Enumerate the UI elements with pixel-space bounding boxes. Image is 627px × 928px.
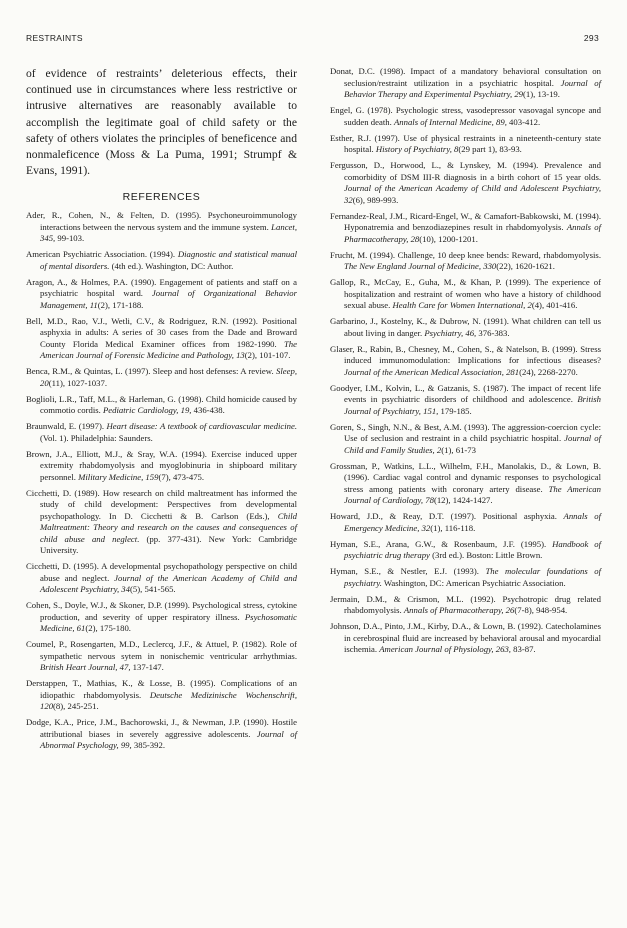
reference-entry (26, 394, 297, 417)
reference-text: Fernandez-Real, J.M., Ricard-Engel, W., & Camafort-Babkowski, M. (1994). Hyponatremia and benzodiazepines result in rhabdomyolysis. (330, 210, 601, 232)
reference-text: Gallop, R., McCay, E., Guha, M., & Khan, P. (1999). The experience of hospitalization and restraint of women who have a history of childhood sexual abuse. (330, 277, 601, 310)
reference-text: Jermain, D.M., & Crismon, M.L. (1992). Psychotropic drug related rhabdomyolysis. (330, 593, 601, 615)
reference-entry (26, 449, 297, 484)
reference-text: Coumel, P., Rosengarten, M.D., Leclercq, J.F., & Attuel, P. (1982). Role of sympathetic nervous sytem in nonischemic ventricular arrhythmias. (26, 639, 297, 661)
reference-entry (330, 250, 601, 273)
reference-source: Journal of the American Academy of Child and Adolescent Psychiatry, 34 (40, 572, 297, 595)
reference-entry (330, 621, 601, 656)
reference-entry (26, 366, 297, 389)
reference-source: Heart disease: A textbook of cardiovascular medicine. (106, 421, 297, 432)
reference-source: Sleep, 20 (40, 366, 297, 388)
reference-list-left (26, 210, 297, 752)
reference-source: Journal of the American Medical Association, 281 (344, 366, 520, 377)
reference-source: The New England Journal of Medicine, 330 (344, 261, 497, 271)
reference-pages: (7), 473-475. (158, 471, 205, 482)
reference-text: Frucht, M. (1994). Challenge, 10 deep knee bends: Reward, rhabdomyolysis. (330, 249, 601, 260)
right-column (330, 66, 601, 660)
reference-source: Lancet, 345, (40, 221, 297, 244)
reference-text: Cohen, S., Doyle, W.J., & Skoner, D.P. (1999). Psychological stress, cytokine production, and severity of upper respiratory illness. (26, 600, 297, 622)
reference-text: Dodge, K.A., Price, J.M., Bachorowski, J., & Newman, J.P. (1990). Hostile attributional biases in severely aggressive adolescents. (26, 717, 297, 739)
reference-source: Pediatric Cardiology, 19, (102, 405, 192, 416)
reference-pages: 385-392. (131, 740, 166, 751)
reference-pages: (22), 1620-1621. (496, 261, 555, 271)
reference-pages: 376-383. (476, 327, 510, 338)
reference-pages: (3rd ed.). Boston: Little Brown. (429, 550, 543, 560)
reference-entry (26, 277, 297, 312)
reference-pages: Washington, DC: American Psychiatric Association. (381, 577, 566, 588)
reference-entry (26, 316, 297, 362)
reference-source: Journal of Child and Family Studies, 2 (344, 433, 601, 455)
reference-source: British Heart Journal, 47, (40, 662, 131, 673)
reference-pages: (1), 116-118. (430, 522, 476, 533)
reference-pages: (5), 541-565. (130, 584, 176, 595)
reference-source: Health Care for Women International, 2 (392, 300, 532, 310)
reference-entry (26, 249, 297, 272)
reference-text: Johnson, D.A., Pinto, J.M., Kirby, D.A., & Lown, B. (1992). Catecholamines in cerebrospinal fluid are increased by behavioral arousal and myocardial ischemia. (330, 621, 601, 654)
reference-entry (330, 594, 601, 617)
reference-source: Deutsche Medizinische Wochenschrift, 120 (40, 689, 298, 712)
reference-source: Journal of Organizational Behavior Management, 11 (40, 288, 297, 310)
reference-entry (330, 105, 601, 128)
reference-text: Derstappen, T., Mathias, K., & Losse, B. (1995). Complications of an idiopathic rhabdomyolysis. (26, 678, 297, 700)
reference-source: Diagnostic and statistical manual of mental disorders. (40, 249, 297, 271)
reference-entry (26, 639, 297, 674)
reference-source: British Journal of Psychiatry, 151, (344, 394, 601, 416)
reference-source: Journal of the American Academy of Child and Adolescent Psychiatry, 32 (344, 183, 601, 205)
reference-entry (26, 678, 297, 713)
reference-pages: (12), 1424-1427. (433, 495, 493, 505)
reference-source: The American Journal of Forensic Medicine and Pathology, 13 (40, 338, 297, 361)
reference-text: Aragon, A., & Holmes, P.A. (1990). Engagement of patients and staff on a psychiatric hospital ward. (26, 276, 297, 299)
reference-pages: (11), 1027-1037. (48, 377, 107, 388)
reference-pages: (4), 401-416. (531, 300, 578, 310)
reference-entry (330, 422, 601, 457)
reference-pages: (29 part 1), 83-93. (458, 144, 522, 154)
reference-text: Garbarino, J., Kostelny, K., & Dubrow, N. (1991). What children can tell us about living in danger. (330, 316, 601, 338)
reference-source: Annals of Internal Medicine, 89, (393, 116, 507, 127)
reference-entry (330, 277, 601, 312)
reference-pages: (6), 989-993. (352, 194, 399, 205)
reference-source: Journal of Behavior Therapy and Experimental Psychiatry, 29 (344, 77, 601, 99)
reference-text: Goren, S., Singh, N.N., & Best, A.M. (1993). The aggression-coercion cycle: Use of seclusion and restraint in a child psychiatric hospital. (330, 421, 601, 443)
reference-text: Howard, J.D., & Reay, D.T. (1997). Positional asphyxia. (330, 511, 564, 521)
running-head (26, 33, 601, 47)
reference-entry (330, 316, 601, 339)
reference-pages: (1), 13-19. (523, 89, 560, 99)
reference-pages: (7-8), 948-954. (514, 605, 568, 615)
reference-text: Benca, R.M., & Quintas, L. (1997). Sleep and host defenses: A review. (26, 366, 276, 377)
reference-entry (330, 539, 601, 562)
reference-source: Annals of Pharmacotherapy, 26 (403, 605, 515, 615)
reference-entry (26, 600, 297, 635)
references-heading: REFERENCES (122, 191, 201, 204)
reference-text: Engel, G. (1978). Psychologic stress, vasodepressor vasovagal syncope and sudden death. (330, 105, 601, 127)
reference-pages: (pp. 377-431). New York: Cambridge University. (40, 533, 297, 556)
reference-text: Fergusson, D., Horwood, L., & Lynskey, M. (1994). Prevalence and comorbidity of DSM III-R diagnosis in a birth cohort of 15 year olds. (330, 160, 601, 182)
reference-entry (330, 66, 601, 101)
reference-pages: (2), 171-188. (97, 299, 144, 310)
reference-text: Cicchetti, D. (1989). How research on child maltreatment has informed the study of child development: Perspectives from developmental psychopathology. In D. Cicchetti & B. Carlson (Eds.), (26, 487, 297, 521)
reference-source: Psychiatry, 46, (424, 327, 477, 338)
reference-entry (26, 210, 297, 245)
reference-pages: (8), 245-251. (53, 701, 99, 712)
reference-source: History of Psychiatry, 8 (375, 144, 459, 154)
reference-entry (330, 133, 601, 156)
reference-pages: (10), 1200-1201. (419, 233, 478, 244)
reference-entry (26, 561, 297, 596)
reference-pages: (2), 101-107. (244, 350, 291, 361)
reference-pages: (Vol. 1). Philadelphia: Saunders. (40, 432, 153, 443)
reference-text: Glaser, R., Rabin, B., Chesney, M., Cohen, S., & Natelson, B. (1999). Stress induced immunomodulation: Implications for infectious diseases? (330, 343, 601, 365)
reference-text: Bell, M.D., Rao, V.J., Wetli, C.V., & Rodriguez, R.N. (1992). Positional asphyxia in adults: A series of 30 cases from the Dade and Broward County Florida Medical Examiner offices from 1982-1990. (26, 315, 297, 349)
reference-text: Grossman, P., Watkins, L.L., Wilhelm, F.H., Manolakis, D., & Lown, B. (1996). Cardiac vagal control and dynamic responses to psychological stress among patients with coronary artery disease. (330, 460, 601, 494)
reference-pages: 99-103. (55, 233, 85, 244)
reference-entry (26, 488, 297, 557)
reference-entry (330, 344, 601, 379)
reference-source: Military Medicine, 159 (78, 471, 159, 482)
reference-pages: 137-147. (130, 662, 164, 673)
reference-source: Journal of Abnormal Psychology, 99, (40, 728, 297, 751)
reference-entry (330, 566, 601, 589)
reference-source: American Journal of Physiology, 263, (379, 644, 511, 654)
reference-entry (26, 421, 297, 444)
reference-text: American Psychiatric Association. (1994). (26, 249, 178, 260)
reference-source: The American Journal of Cardiology, 78 (344, 483, 601, 505)
reference-pages: (2), 175-180. (85, 623, 131, 634)
reference-entry (330, 383, 601, 418)
reference-pages: (24), 2268-2270. (519, 366, 578, 377)
reference-entry (330, 211, 601, 246)
page-number: 293 (583, 33, 599, 43)
running-head-title: RESTRAINTS (26, 33, 83, 43)
reference-text: Esther, R.J. (1997). Use of physical restraints in a nineteenth-century state hospital. (330, 132, 601, 154)
reference-text: Boglioli, L.R., Taff, M.L., & Harleman, G. (1998). Child homicide caused by commotio cordis. (26, 393, 297, 416)
reference-source: The molecular foundations of psychiatry. (344, 566, 602, 588)
reference-text: Braunwald, E. (1997). (26, 421, 107, 432)
reference-source: Child Maltreatment: Theory and research on the causes and consequences of child abuse and neglect. (40, 510, 297, 544)
reference-entry (26, 717, 297, 752)
reference-list-right (330, 66, 601, 656)
reference-pages: 436-438. (191, 405, 225, 416)
reference-pages: (1), 61-73 (441, 444, 476, 455)
reference-source: Psychosomatic Medicine, 61 (40, 611, 297, 634)
reference-pages: 179-185. (438, 405, 472, 416)
reference-source: Annals of Emergency Medicine, 32 (344, 511, 601, 533)
reference-text: Brown, J.A., Elliott, M.J., & Sray, W.A. (1994). Exercise induced upper extremity rhabdomyolysis and myoglobinuria in shipboard military personnel. (26, 448, 297, 482)
reference-pages: 83-87. (510, 644, 536, 654)
reference-text: Ader, R., Cohen, N., & Felten, D. (1995). Psychoneuroimmunology interactions between the nervous system and the immune system. (26, 210, 297, 232)
reference-text: Cicchetti, D. (1995). A developmental psychopathology perspective on child abuse and neglect. (26, 561, 297, 583)
reference-source: Handbook of psychiatric drug therapy (344, 538, 601, 560)
reference-entry (330, 461, 601, 507)
reference-entry (330, 511, 601, 534)
body-paragraph: of evidence of restraints’ deleterious effects, their continued use in circumstances where less restrictive or intrusive alternatives are reasonably available to accomplish the legitimate goal of child safety or the safety of others violates the principles of beneficence and nonmaleficence (Moss & La Puma, 1991; Strumpf & Evans, 1991). (26, 67, 297, 178)
reference-text: Goodyer, I.M., Kolvin, L., & Gatzanis, S. (1987). The impact of recent life events in psychiatric disorders of childhood and adolescence. (330, 382, 601, 404)
left-column (26, 66, 297, 756)
reference-text: Donat, D.C. (1998). Impact of a mandatory behavioral consultation on seclusion/restraint utilization in a psychiatric hospital. (330, 66, 601, 88)
reference-pages: 403-412. (506, 116, 541, 127)
reference-pages: (4th ed.). Washington, DC: Author. (109, 260, 234, 271)
reference-text: Hyman, S.E., & Nestler, E.J. (1993). (330, 566, 486, 576)
reference-source: Annals of Pharmacotherapy, 28 (344, 222, 601, 244)
reference-text: Hyman, S.E., Arana, G.W., & Rosenbaum, J.F. (1995). (330, 538, 553, 549)
reference-entry (330, 160, 601, 206)
